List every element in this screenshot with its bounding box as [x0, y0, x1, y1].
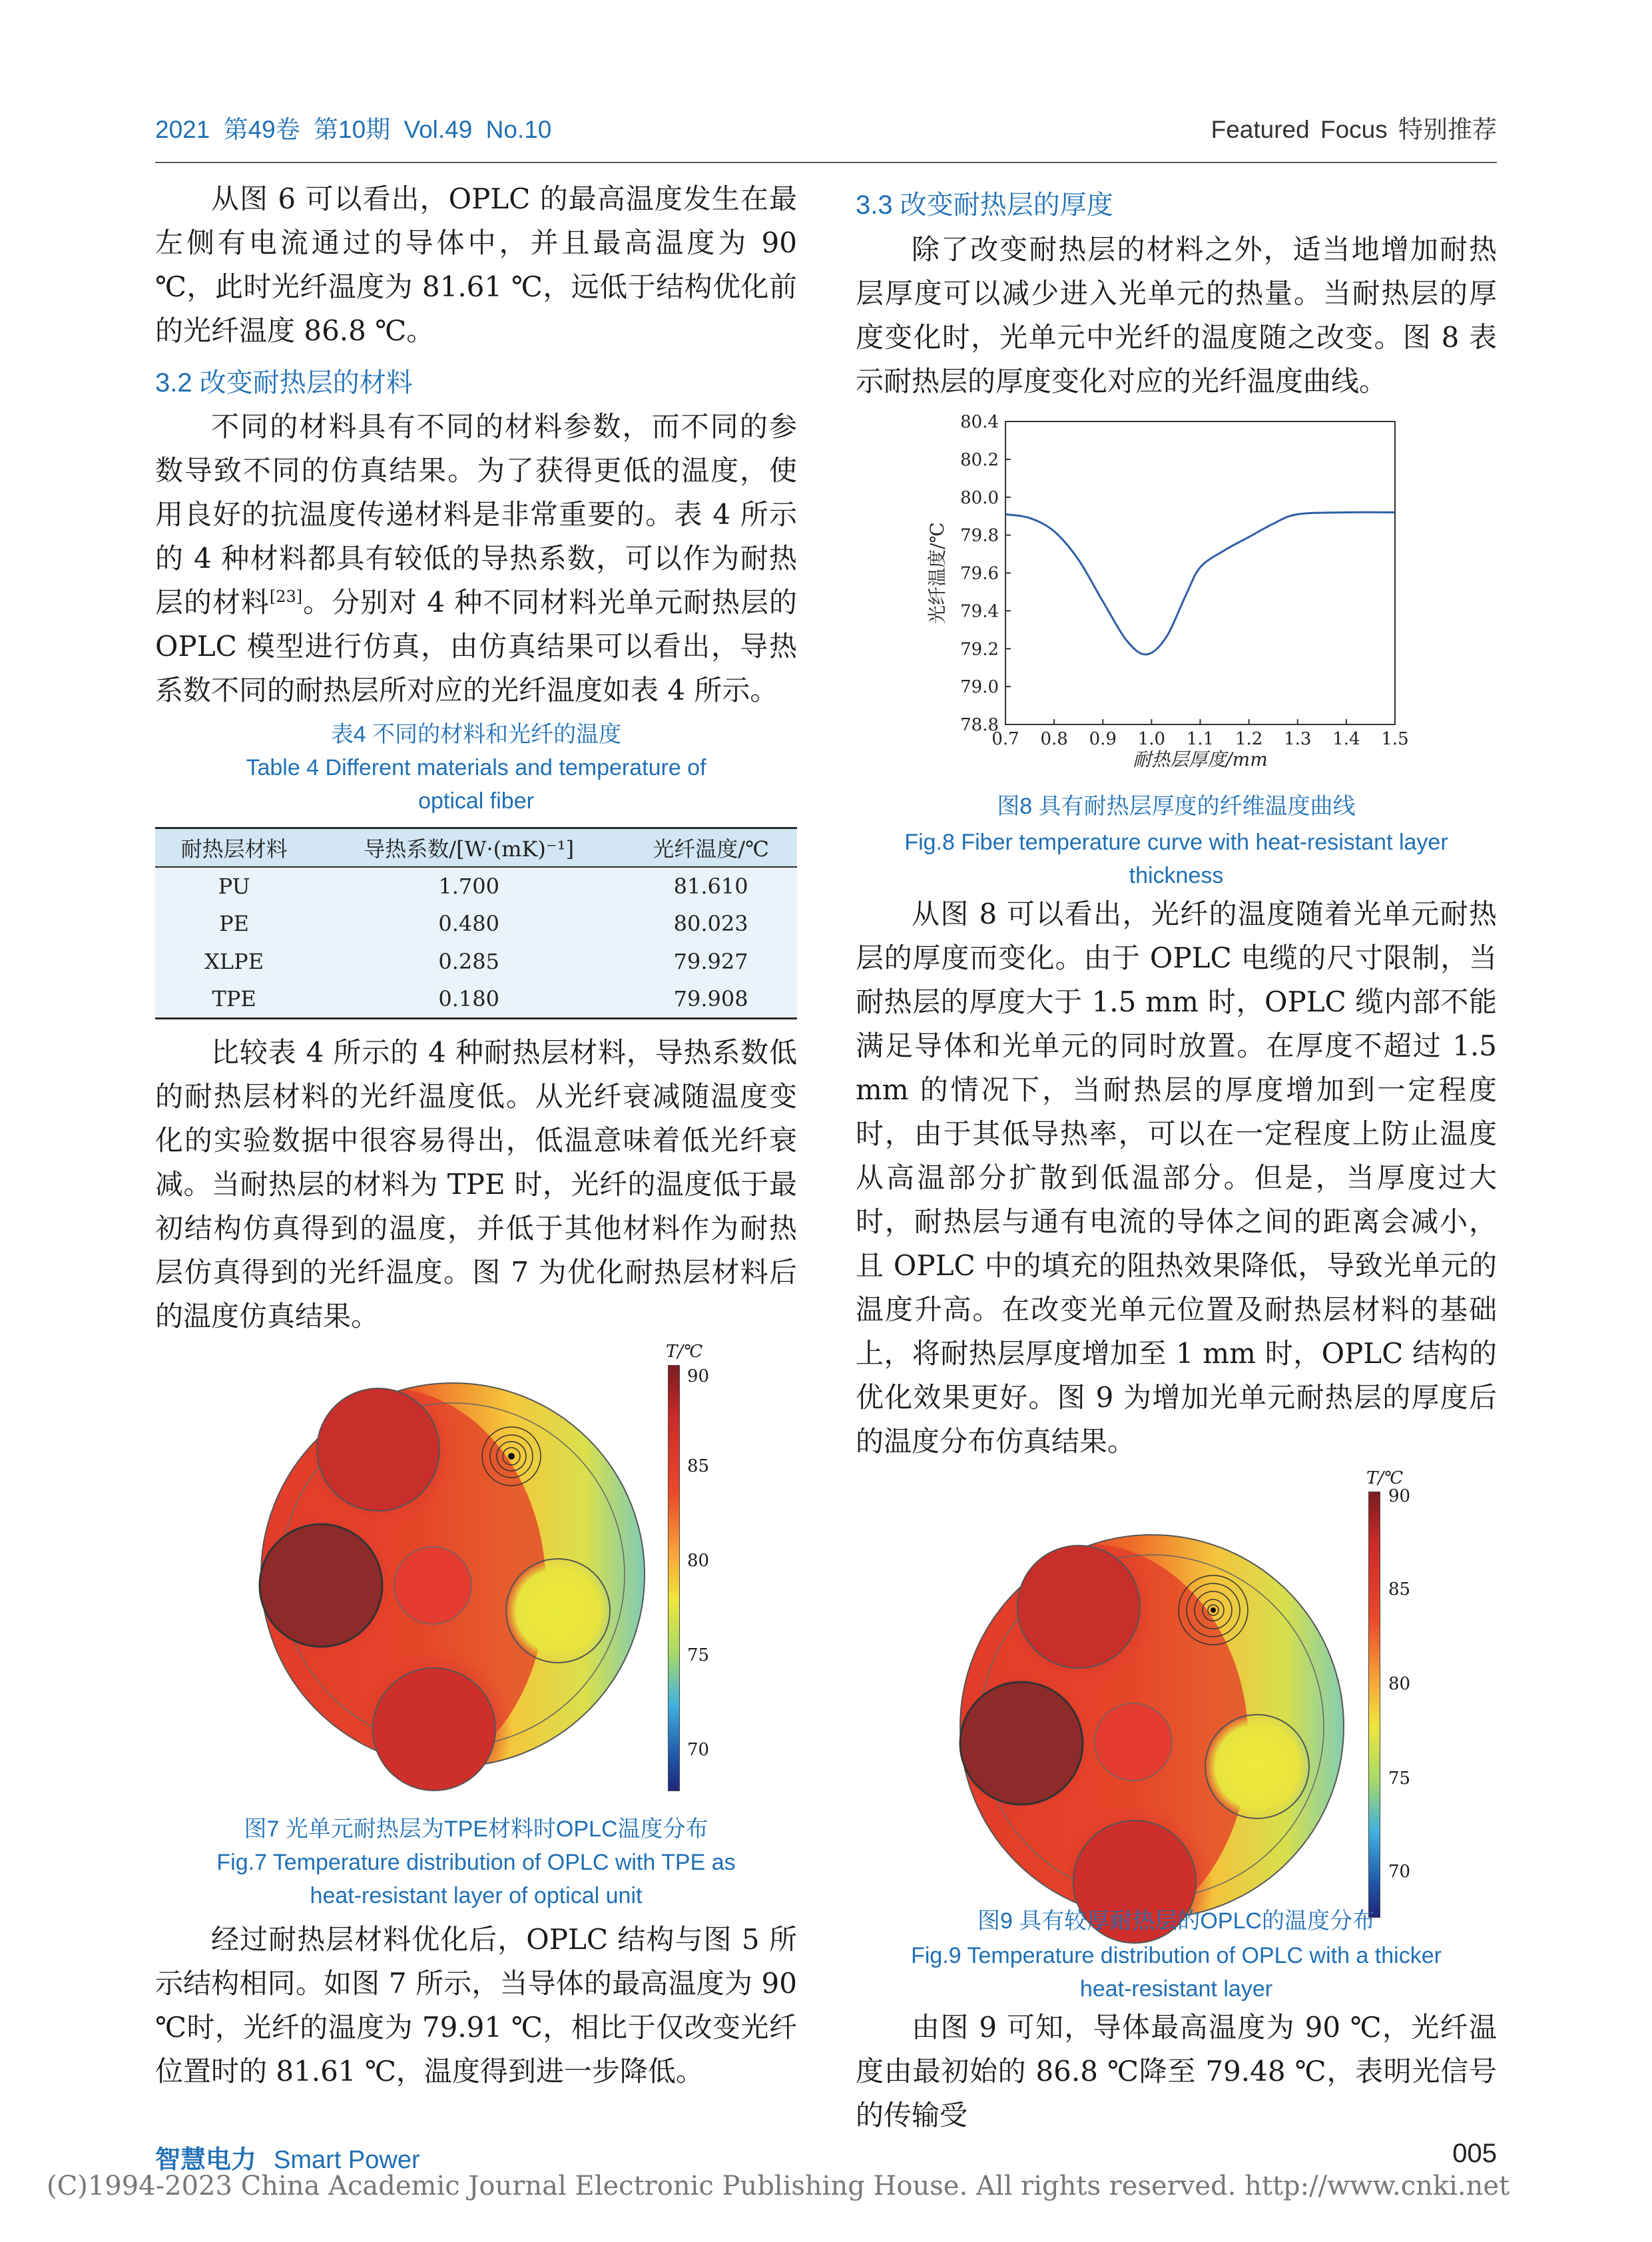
paragraph-fig6-result: 从图 6 可以看出，OPLC 的最高温度发生在最左侧有电流通过的导体中，并且最高温度为 90 ℃，此时光纤温度为 81.61 ℃，远低于结构优化前的光纤温度 86.8 ℃。	[155, 182, 797, 347]
journal-brand	[155, 2139, 420, 2175]
header-divider	[155, 162, 1497, 163]
fig7-temperature-map	[260, 1335, 712, 1788]
x-tick-label: 0.8	[1040, 729, 1068, 749]
fig9-tick: 80	[1388, 1674, 1411, 1694]
table-cell: PE	[155, 905, 313, 943]
y-tick-label: 79.8	[960, 525, 999, 546]
section-heading-3-3: 3.3 改变耐热层的厚度	[856, 190, 1113, 220]
fig9-tick: 85	[1388, 1579, 1411, 1599]
fig7-caption-en: Fig.7 Temperature distribution of OPLC with TPE as	[216, 1850, 736, 1875]
table-cell: 79.908	[625, 981, 797, 1019]
y-tick-label: 80.4	[960, 412, 999, 432]
table-cell: 0.285	[313, 943, 625, 981]
y-tick-label: 79.6	[960, 563, 999, 584]
table-header: 光纤温度/℃	[625, 828, 797, 867]
x-tick-label: 1.2	[1235, 729, 1263, 749]
journal-issue-header: 2021 第49卷 第10期 Vol.49 No.10	[155, 116, 552, 143]
x-tick-label: 1.1	[1186, 729, 1215, 749]
fig7-tick: 90	[687, 1366, 710, 1386]
table-cell: PU	[155, 867, 313, 905]
brand-en: Smart Power	[274, 2146, 420, 2174]
y-tick-label: 80.0	[960, 487, 999, 508]
table4-caption-cn: 表4 不同的材料和光纤的温度	[330, 722, 622, 747]
fig9-caption-cn: 图9 具有较厚耐热层的OPLC的温度分布	[977, 1908, 1375, 1934]
paragraph-fig9-result: 由图 9 可知，导体最高温度为 90 ℃，光纤温度由最初始的 86.8 ℃降至 79.48 ℃，表明光信号的传输受	[856, 2011, 1497, 2131]
table-row	[155, 905, 797, 943]
x-tick-label: 0.7	[991, 729, 1019, 749]
y-axis-label: 光纤温度/℃	[926, 522, 948, 624]
paragraph-thickness-analysis: 从图 8 可以看出，光纤的温度随着光单元耐热层的厚度而变化。由于 OPLC 电缆的尺寸限制，当耐热层的厚度大于 1.5 mm 时，OPLC 缆内部不能满足导体和光单元的同时放置。在厚度不超过 1.5 mm 的情况下，当耐热层的厚度增加到一定程度时，由于其低导热率，可以在一定程度上防止温度从高温部分扩散到低温部分。但是，当厚度过大时，耐热层与通有电流的导体之间的距离会减小，且 OPLC 中的填充的阻热效果降低，导致光单元的温度升高。在改变光单元位置及耐热层材料的基础上，将耐热层厚度增加至 1 mm 时，OPLC 结构的优化效果更好。图 9 为增加光单元耐热层的厚度后的温度分布仿真结果。	[856, 898, 1497, 1458]
table-row	[155, 981, 797, 1019]
fig7-caption-en-line2: heat-resistant layer of optical unit	[310, 1883, 643, 1908]
table-header: 耐热层材料	[155, 828, 313, 867]
section-heading-3-2: 3.2 改变耐热层的材料	[155, 368, 413, 398]
y-tick-label: 80.2	[960, 449, 999, 470]
table-cell: 79.927	[625, 943, 797, 981]
fig8-caption-en: Fig.8 Fiber temperature curve with heat-resistant layer	[904, 830, 1448, 855]
fig8-caption-cn: 图8 具有耐热层厚度的纤维温度曲线	[997, 794, 1356, 819]
plot-frame	[1005, 421, 1395, 724]
x-tick-label: 0.9	[1089, 729, 1117, 749]
fig8-line-chart	[926, 405, 1435, 778]
fig9-colorbar-label: T/℃	[1366, 1468, 1404, 1488]
paragraph-thickness-intro: 除了改变耐热层的材料之外，适当地增加耐热层厚度可以减少进入光单元的热量。当耐热层的厚度变化时，光单元中光纤的温度随之改变。图 8 表示耐热层的厚度变化对应的光纤温度曲线。	[856, 233, 1497, 398]
page-number: 005	[1452, 2139, 1497, 2168]
brand-cn: 智慧电力	[155, 2146, 257, 2174]
table-header: 导热系数/[W·(mK)⁻¹]	[313, 828, 625, 867]
table-row	[155, 943, 797, 981]
fig7-colorbar	[668, 1365, 680, 1791]
table-cell: 80.023	[625, 905, 797, 943]
x-axis-label: 耐热层厚度/mm	[1133, 748, 1268, 770]
copyright-watermark: (C)1994-2023 China Academic Journal Electronic Publishing House. All rights reserved. http://www.cnki.net	[47, 2171, 1510, 2201]
fig7-tick: 75	[687, 1645, 710, 1665]
fig9-caption-en: Fig.9 Temperature distribution of OPLC with a thicker	[911, 1943, 1442, 1968]
paragraph-material-intro: 不同的材料具有不同的材料参数，而不同的参数导致不同的仿真结果。为了获得更低的温度，使用良好的抗温度传递材料是非常重要的。表 4 所示的 4 种材料都具有较低的导热系数，可以作为耐热层的材料[23]。分别对 4 种不同材料光单元耐热层的 OPLC 模型进行仿真，由仿真结果可以看出，导热系数不同的耐热层所对应的光纤温度如表 4 所示。	[155, 410, 797, 706]
paragraph-fig7-result: 经过耐热层材料优化后，OPLC 结构与图 5 所示结构相同。如图 7 所示，当导体的最高温度为 90 ℃时，光纤的温度为 79.91 ℃，相比于仅改变光纤位置时的 81.61 ℃，温度得到进一步降低。	[155, 1923, 797, 2088]
paragraph-material-comparison: 比较表 4 所示的 4 种耐热层材料，导热系数低的耐热层材料的光纤温度低。从光纤衰减随温度变化的实验数据中很容易得出，低温意味着低光纤衰减。当耐热层的材料为 TPE 时，光纤的温度低于最初结构仿真得到的温度，并低于其他材料作为耐热层仿真得到的光纤温度。图 7 为优化耐热层材料后的温度仿真结果。	[155, 1036, 797, 1332]
section-header: Featured Focus 特别推荐	[1211, 116, 1497, 143]
fig8-caption-en-line2: thickness	[1129, 863, 1224, 888]
x-tick-label: 1.5	[1381, 729, 1409, 749]
citation-ref[interactable]: [23]	[269, 587, 303, 606]
fig9-tick: 75	[1388, 1769, 1411, 1789]
x-tick-label: 1.0	[1137, 729, 1166, 749]
fig7-tick: 70	[687, 1740, 710, 1760]
y-tick-label: 79.4	[960, 601, 999, 622]
series-line-fiber-temperature	[1005, 512, 1395, 655]
fig7-colorbar-label: T/℃	[666, 1342, 703, 1362]
fig9-temperature-map	[959, 1497, 1412, 1950]
table4-caption-en: Table 4 Different materials and temperature of optical fiber	[246, 755, 706, 814]
table-cell: 0.180	[313, 981, 625, 1019]
y-tick-label: 79.0	[960, 677, 999, 698]
table-row	[155, 867, 797, 905]
fig9-caption-en-line2: heat-resistant layer	[1079, 1976, 1273, 2002]
y-tick-label: 78.8	[960, 715, 999, 735]
table-cell: 1.700	[313, 867, 625, 905]
table4-materials	[155, 827, 797, 1019]
fig7-tick: 85	[687, 1456, 710, 1476]
x-tick-label: 1.3	[1284, 729, 1312, 749]
x-tick-label: 1.4	[1332, 729, 1360, 749]
fig9-tick: 70	[1388, 1862, 1411, 1882]
table-cell: 0.480	[313, 905, 625, 943]
table-cell: XLPE	[155, 943, 313, 981]
fig7-tick: 80	[687, 1551, 710, 1571]
fig9-tick: 90	[1388, 1486, 1411, 1506]
table-cell: 81.610	[625, 867, 797, 905]
fig9-colorbar	[1368, 1492, 1380, 1918]
table-cell: TPE	[155, 981, 313, 1019]
fig7-caption-cn: 图7 光单元耐热层为TPE材料时OPLC温度分布	[244, 1817, 708, 1842]
y-tick-label: 79.2	[960, 639, 999, 660]
